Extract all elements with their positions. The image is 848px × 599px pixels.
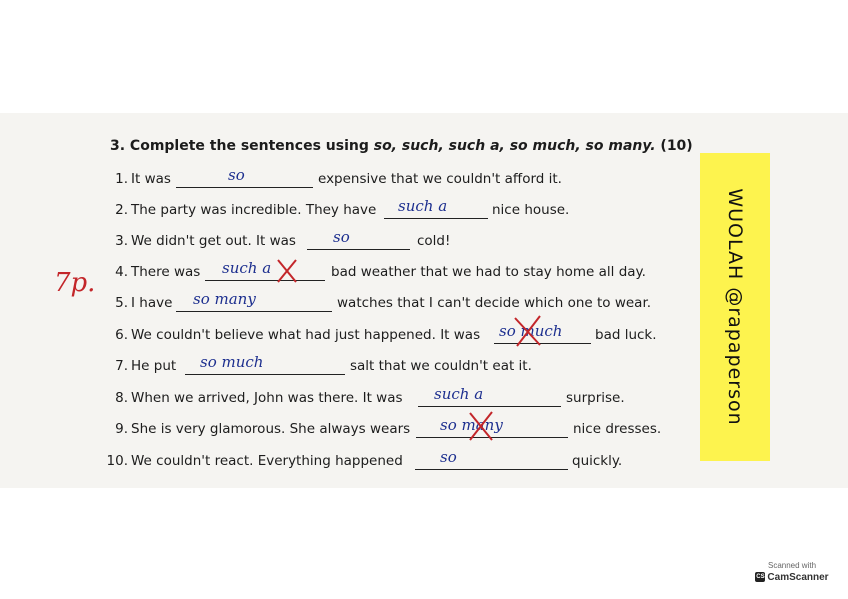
item-number: 5. <box>115 295 128 311</box>
sentence-text-before: We couldn't react. Everything happened <box>131 453 403 469</box>
sentence-text-after: quickly. <box>572 453 623 469</box>
handwritten-answer: so much <box>499 322 563 340</box>
sentence-text-before: We didn't get out. It was <box>131 233 296 249</box>
sentence-text-after: expensive that we couldn't afford it. <box>318 171 562 187</box>
item-number: 6. <box>115 327 128 343</box>
handwritten-answer: so <box>440 448 457 466</box>
item-number: 8. <box>115 390 128 406</box>
exercise-title: 3. Complete the sentences using so, such, such a, so much, so many. (10) <box>110 138 693 154</box>
sentence-text-before: He put <box>131 358 177 374</box>
item-number: 3. <box>115 233 128 249</box>
sentence-text-before: We couldn't believe what had just happened. It was <box>131 327 481 343</box>
sentence-text-before: The party was incredible. They have <box>131 202 377 218</box>
cross-mark-9 <box>470 412 492 440</box>
scanned-with-label: Scanned with <box>767 561 817 570</box>
sentence-text-before: She is very glamorous. She always wears <box>131 421 411 437</box>
sentence-text-before: When we arrived, John was there. It was <box>131 390 403 406</box>
handwritten-answer: such a <box>222 259 272 277</box>
item-number: 7. <box>115 358 128 374</box>
sentence-text-after: salt that we couldn't eat it. <box>350 358 532 374</box>
handwritten-answer: so <box>228 166 245 184</box>
item-number: 2. <box>115 202 128 218</box>
sentence-text-after: cold! <box>417 233 451 249</box>
sentence-text-before: There was <box>131 264 201 280</box>
cross-mark-4 <box>278 260 296 282</box>
handwritten-answer: so many <box>193 290 256 308</box>
handwritten-answer: so much <box>200 353 264 371</box>
handwritten-answer: such a <box>398 197 448 215</box>
handwritten-answer: such a <box>434 385 484 403</box>
camscanner-badge <box>752 561 832 591</box>
item-number: 1. <box>115 171 128 187</box>
teacher-grade-mark: 7p. <box>54 268 96 298</box>
sentence-text-before: It was <box>131 171 171 187</box>
sentence-text-after: watches that I can't decide which one to wear. <box>337 295 652 311</box>
sentence-text-after: bad weather that we had to stay home all day. <box>331 264 646 280</box>
sentence-text-after: bad luck. <box>595 327 657 343</box>
item-number: 4. <box>115 264 128 280</box>
camscanner-label: CS CamScanner <box>756 572 829 583</box>
handwritten-answer: so many <box>440 416 503 434</box>
item-number: 9. <box>115 421 128 437</box>
sentence-text-after: surprise. <box>566 390 625 406</box>
camscanner-logo-icon: CS <box>756 574 765 581</box>
cross-mark-6 <box>515 316 540 346</box>
sticky-note-text: WUOLAH @rapaperson <box>724 188 746 426</box>
sentence-text-after: nice dresses. <box>573 421 662 437</box>
sentence-text-after: nice house. <box>492 202 570 218</box>
item-number: 10. <box>106 453 128 469</box>
handwritten-answer: so <box>333 228 350 246</box>
sentence-text-before: I have <box>131 295 173 311</box>
